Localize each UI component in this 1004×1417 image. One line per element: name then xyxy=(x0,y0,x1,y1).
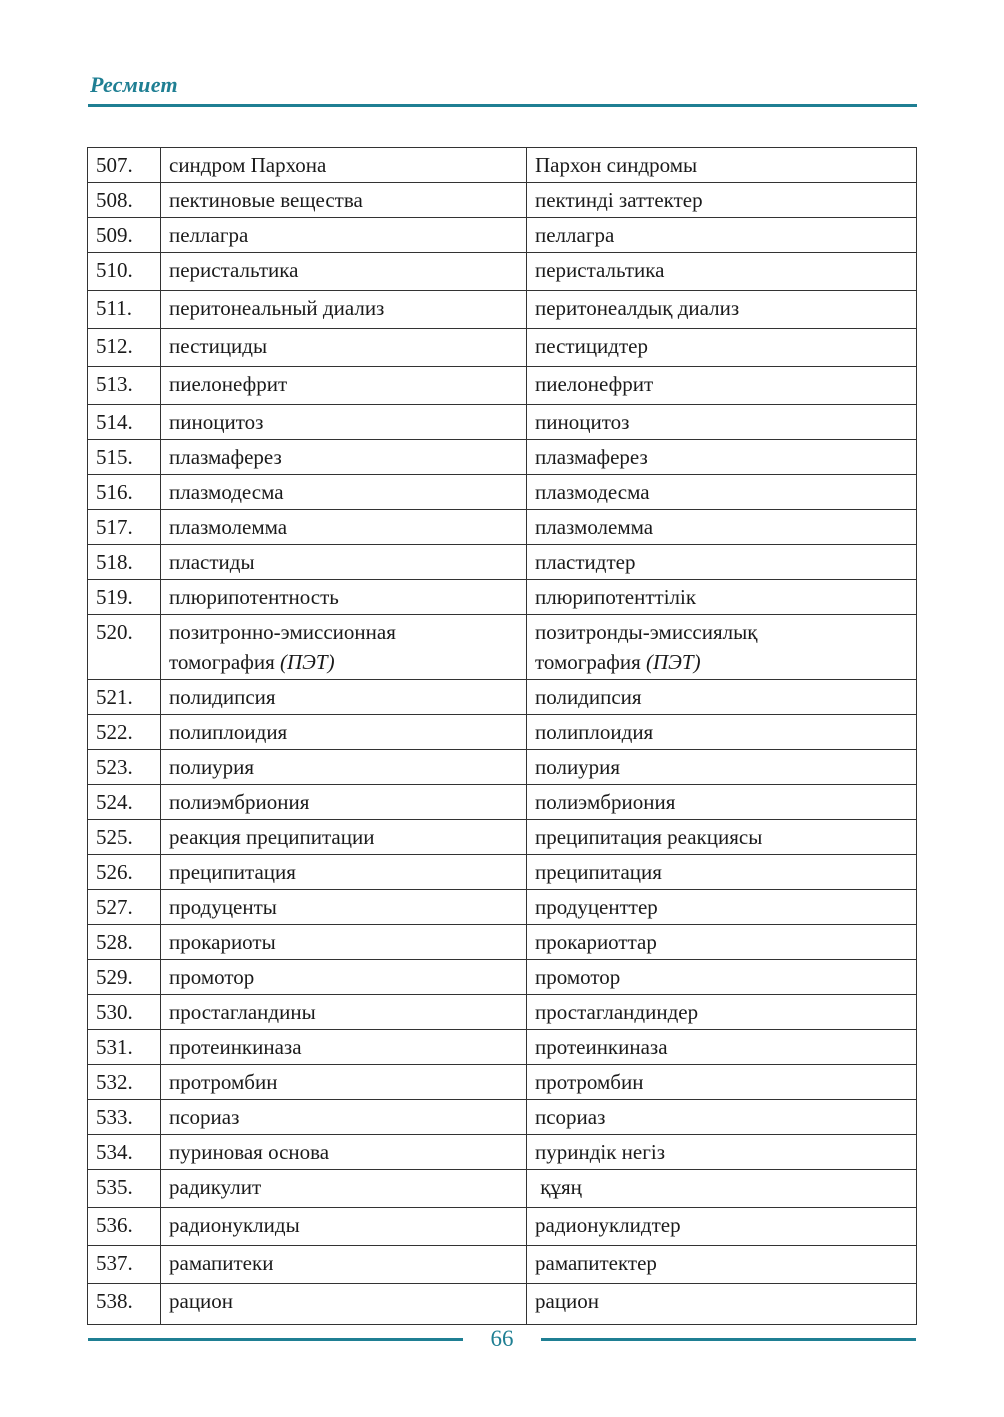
table-row xyxy=(88,218,917,253)
russian-term: реакция преципитации xyxy=(161,820,527,855)
term-number: 513. xyxy=(88,367,161,405)
term-number: 524. xyxy=(88,785,161,820)
term-number: 521. xyxy=(88,680,161,715)
table-row xyxy=(88,510,917,545)
term-number: 517. xyxy=(88,510,161,545)
table-row xyxy=(88,329,917,367)
kazakh-term: продуценттер xyxy=(527,890,917,925)
table-row xyxy=(88,580,917,615)
russian-term-line-2: томография xyxy=(169,650,275,674)
footer-divider-right xyxy=(541,1338,916,1341)
table-row xyxy=(88,820,917,855)
russian-term: полиэмбриония xyxy=(161,785,527,820)
term-number: 536. xyxy=(88,1208,161,1246)
russian-term: полидипсия xyxy=(161,680,527,715)
term-number: 518. xyxy=(88,545,161,580)
page-number: 66 xyxy=(490,1326,514,1351)
kazakh-term: простагландиндер xyxy=(527,995,917,1030)
table-row xyxy=(88,715,917,750)
term-number: 512. xyxy=(88,329,161,367)
term-number: 523. xyxy=(88,750,161,785)
table-row xyxy=(88,1284,917,1325)
russian-term: псориаз xyxy=(161,1100,527,1135)
russian-term: рацион xyxy=(161,1284,527,1325)
term-number: 515. xyxy=(88,440,161,475)
russian-term: пектиновые вещества xyxy=(161,183,527,218)
russian-term: плазмодесма xyxy=(161,475,527,510)
kazakh-term: рацион xyxy=(527,1284,917,1325)
kazakh-term-line-1: позитронды-эмиссиялық xyxy=(535,620,758,644)
term-number: 510. xyxy=(88,253,161,291)
kazakh-term: протеинкиназа xyxy=(527,1030,917,1065)
russian-term: радикулит xyxy=(161,1170,527,1208)
russian-term: перистальтика xyxy=(161,253,527,291)
kazakh-term: преципитация реакциясы xyxy=(527,820,917,855)
kazakh-term: пектинді заттектер xyxy=(527,183,917,218)
term-number: 522. xyxy=(88,715,161,750)
kazakh-term: Пархон синдромы xyxy=(527,148,917,183)
table-row xyxy=(88,995,917,1030)
table-row xyxy=(88,1208,917,1246)
kazakh-term: құяң xyxy=(527,1170,917,1208)
russian-term: плазмолемма xyxy=(161,510,527,545)
russian-term: прокариоты xyxy=(161,925,527,960)
russian-term: плюрипотентность xyxy=(161,580,527,615)
kazakh-term: преципитация xyxy=(527,855,917,890)
kazakh-term: протромбин xyxy=(527,1065,917,1100)
kazakh-term: полиурия xyxy=(527,750,917,785)
term-number: 529. xyxy=(88,960,161,995)
table-row xyxy=(88,291,917,329)
term-number: 528. xyxy=(88,925,161,960)
term-number: 538. xyxy=(88,1284,161,1325)
term-number: 519. xyxy=(88,580,161,615)
table-row xyxy=(88,1100,917,1135)
russian-term: простагландины xyxy=(161,995,527,1030)
russian-term: промотор xyxy=(161,960,527,995)
term-number: 525. xyxy=(88,820,161,855)
russian-term: полиплоидия xyxy=(161,715,527,750)
kazakh-term: перистальтика xyxy=(527,253,917,291)
russian-term: перитонеальный диализ xyxy=(161,291,527,329)
russian-term xyxy=(161,615,527,680)
kazakh-term: полиплоидия xyxy=(527,715,917,750)
table-row xyxy=(88,785,917,820)
kazakh-term: плазмодесма xyxy=(527,475,917,510)
term-number: 511. xyxy=(88,291,161,329)
footer-divider-left xyxy=(88,1338,463,1341)
table-row xyxy=(88,545,917,580)
term-number: 531. xyxy=(88,1030,161,1065)
kazakh-term: рамапитектер xyxy=(527,1246,917,1284)
term-number: 520. xyxy=(88,615,161,680)
term-number: 516. xyxy=(88,475,161,510)
table-row xyxy=(88,405,917,440)
kazakh-term: пеллагра xyxy=(527,218,917,253)
table-row xyxy=(88,960,917,995)
table-row xyxy=(88,253,917,291)
table-row xyxy=(88,440,917,475)
table-row xyxy=(88,1170,917,1208)
kazakh-term: перитонеалдық диализ xyxy=(527,291,917,329)
russian-term: пиелонефрит xyxy=(161,367,527,405)
kazakh-term: плазмаферез xyxy=(527,440,917,475)
russian-term: протромбин xyxy=(161,1065,527,1100)
russian-term: пуриновая основа xyxy=(161,1135,527,1170)
table-row xyxy=(88,1030,917,1065)
term-number: 534. xyxy=(88,1135,161,1170)
kazakh-term: пиноцитоз xyxy=(527,405,917,440)
glossary-table xyxy=(87,147,917,1325)
table-row xyxy=(88,1135,917,1170)
term-number: 508. xyxy=(88,183,161,218)
russian-term: радионуклиды xyxy=(161,1208,527,1246)
table-row xyxy=(88,890,917,925)
kazakh-term: промотор xyxy=(527,960,917,995)
russian-term: пестициды xyxy=(161,329,527,367)
russian-term: синдром Пархона xyxy=(161,148,527,183)
kazakh-term: пестицидтер xyxy=(527,329,917,367)
running-header-title: Ресмиет xyxy=(90,72,178,97)
russian-term: пластиды xyxy=(161,545,527,580)
russian-term: полиурия xyxy=(161,750,527,785)
russian-term: протеинкиназа xyxy=(161,1030,527,1065)
term-number: 507. xyxy=(88,148,161,183)
kazakh-term: пуриндік негіз xyxy=(527,1135,917,1170)
kazakh-term xyxy=(527,615,917,680)
kazakh-term: псориаз xyxy=(527,1100,917,1135)
kazakh-term-line-2: томография xyxy=(535,650,641,674)
kazakh-term: плазмолемма xyxy=(527,510,917,545)
table-row xyxy=(88,1065,917,1100)
glossary-table-body xyxy=(88,148,917,1325)
kazakh-term: полидипсия xyxy=(527,680,917,715)
kazakh-term: радионуклидтер xyxy=(527,1208,917,1246)
russian-term: пиноцитоз xyxy=(161,405,527,440)
term-number: 526. xyxy=(88,855,161,890)
kazakh-term: плюрипотенттілік xyxy=(527,580,917,615)
table-row xyxy=(88,475,917,510)
term-number: 514. xyxy=(88,405,161,440)
table-row xyxy=(88,750,917,785)
russian-term: рамапитеки xyxy=(161,1246,527,1284)
table-row xyxy=(88,925,917,960)
kazakh-term: пластидтер xyxy=(527,545,917,580)
term-number: 532. xyxy=(88,1065,161,1100)
table-row xyxy=(88,183,917,218)
kazakh-term: полиэмбриония xyxy=(527,785,917,820)
table-row xyxy=(88,1246,917,1284)
term-number: 533. xyxy=(88,1100,161,1135)
kazakh-term-abbreviation: (ПЭТ) xyxy=(645,650,701,674)
kazakh-term: пиелонефрит xyxy=(527,367,917,405)
term-number: 527. xyxy=(88,890,161,925)
russian-term-abbreviation: (ПЭТ) xyxy=(279,650,335,674)
table-row xyxy=(88,680,917,715)
term-number: 509. xyxy=(88,218,161,253)
term-number: 530. xyxy=(88,995,161,1030)
russian-term: пеллагра xyxy=(161,218,527,253)
table-row xyxy=(88,855,917,890)
russian-term-line-1: позитронно-эмиссионная xyxy=(169,620,396,644)
table-row xyxy=(88,615,917,680)
russian-term: продуценты xyxy=(161,890,527,925)
russian-term: преципитация xyxy=(161,855,527,890)
kazakh-term: прокариоттар xyxy=(527,925,917,960)
term-number: 537. xyxy=(88,1246,161,1284)
table-row xyxy=(88,148,917,183)
header-divider xyxy=(88,104,917,107)
russian-term: плазмаферез xyxy=(161,440,527,475)
term-number: 535. xyxy=(88,1170,161,1208)
table-row xyxy=(88,367,917,405)
